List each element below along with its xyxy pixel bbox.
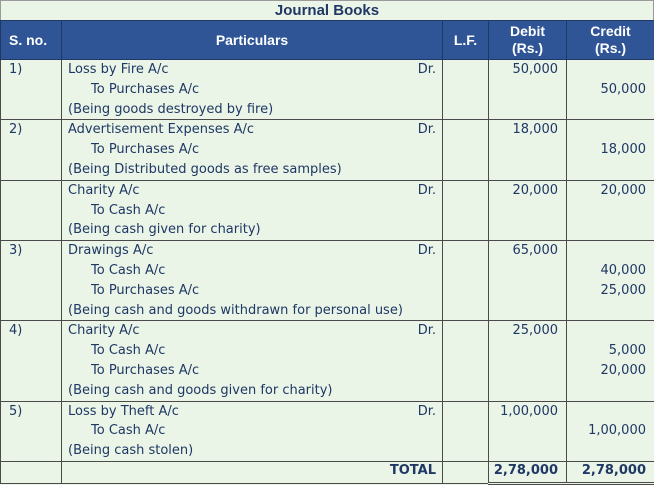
credit-amount: 50,000 xyxy=(567,80,654,100)
debit-amount: 25,000 xyxy=(489,321,566,341)
lf-line xyxy=(443,60,488,80)
journal-entry-row xyxy=(1,180,654,240)
lf-cell xyxy=(443,120,489,180)
narration-text: (Being cash and goods withdrawn for personal use) xyxy=(62,301,442,321)
dr-label: Dr. xyxy=(418,402,436,422)
lf-line xyxy=(443,381,488,401)
credit-amount xyxy=(567,441,654,461)
lf-line xyxy=(443,361,488,381)
account-name: Charity A/c xyxy=(62,321,442,341)
header-row xyxy=(1,21,654,60)
journal-entry-row xyxy=(1,60,654,120)
debit-amount: 65,000 xyxy=(489,241,566,261)
particulars-cell xyxy=(62,60,443,120)
debit-amount xyxy=(489,361,566,381)
header-particulars: Particulars xyxy=(62,21,443,60)
credit-amount xyxy=(567,120,654,140)
debit-amount xyxy=(489,261,566,281)
narration-text: (Being cash given for charity) xyxy=(62,220,442,240)
narration-line xyxy=(62,381,442,401)
debit-amount xyxy=(489,80,566,100)
credit-account-line xyxy=(62,421,442,441)
debit-amount: 1,00,000 xyxy=(489,402,566,422)
dr-label: Dr. xyxy=(418,120,436,140)
serial-number: 5) xyxy=(1,402,61,422)
total-sno-cell xyxy=(1,461,62,483)
header-credit xyxy=(567,21,654,60)
credit-amount: 1,00,000 xyxy=(567,421,654,441)
debit-account-line xyxy=(62,60,442,80)
serial-number: 4) xyxy=(1,321,61,341)
narration-line xyxy=(62,160,442,180)
account-name: To Purchases A/c xyxy=(62,80,442,100)
credit-cell xyxy=(567,401,654,461)
narration-line xyxy=(62,220,442,240)
credit-amount: 20,000 xyxy=(567,181,654,201)
sno-cell xyxy=(1,180,62,240)
narration-line xyxy=(62,441,442,461)
header-debit-line2: (Rs.) xyxy=(489,40,566,57)
lf-line xyxy=(443,160,488,180)
debit-amount xyxy=(489,281,566,301)
credit-cell xyxy=(567,120,654,180)
header-credit-line1: Credit xyxy=(567,23,654,40)
journal-entry-row xyxy=(1,120,654,180)
header-debit xyxy=(489,21,567,60)
narration-text: (Being cash and goods given for charity) xyxy=(62,381,442,401)
lf-cell xyxy=(443,401,489,461)
header-debit-line1: Debit xyxy=(489,23,566,40)
lf-line xyxy=(443,80,488,100)
total-credit: 2,78,000 xyxy=(567,461,654,483)
sno-cell xyxy=(1,120,62,180)
debit-cell xyxy=(489,241,567,321)
particulars-cell xyxy=(62,180,443,240)
debit-amount xyxy=(489,140,566,160)
total-lf-cell xyxy=(443,461,489,483)
header-credit-line2: (Rs.) xyxy=(567,40,654,57)
credit-cell xyxy=(567,321,654,401)
credit-amount xyxy=(567,100,654,120)
lf-line xyxy=(443,402,488,422)
dr-label: Dr. xyxy=(418,241,436,261)
lf-line xyxy=(443,241,488,261)
lf-cell xyxy=(443,180,489,240)
total-row xyxy=(1,461,654,483)
debit-amount xyxy=(489,341,566,361)
header-sno: S. no. xyxy=(1,21,62,60)
lf-cell xyxy=(443,321,489,401)
account-name: Drawings A/c xyxy=(62,241,442,261)
credit-amount xyxy=(567,381,654,401)
account-name: To Cash A/c xyxy=(62,341,442,361)
credit-account-line xyxy=(62,341,442,361)
lf-line xyxy=(443,301,488,321)
debit-amount: 50,000 xyxy=(489,60,566,80)
narration-line xyxy=(62,100,442,120)
debit-amount: 20,000 xyxy=(489,181,566,201)
dr-label: Dr. xyxy=(418,321,436,341)
total-label: TOTAL xyxy=(62,461,443,483)
debit-cell xyxy=(489,401,567,461)
credit-amount: 20,000 xyxy=(567,361,654,381)
serial-number: 3) xyxy=(1,241,61,261)
header-lf: L.F. xyxy=(443,21,489,60)
credit-account-line xyxy=(62,261,442,281)
debit-account-line xyxy=(62,181,442,201)
sno-cell xyxy=(1,321,62,401)
debit-cell xyxy=(489,321,567,401)
credit-amount xyxy=(567,201,654,221)
debit-amount xyxy=(489,421,566,441)
credit-account-line xyxy=(62,140,442,160)
journal-entry-row xyxy=(1,321,654,401)
account-name: Advertisement Expenses A/c xyxy=(62,120,442,140)
debit-amount xyxy=(489,220,566,240)
credit-cell xyxy=(567,60,654,120)
journal-table xyxy=(0,20,654,485)
debit-amount xyxy=(489,160,566,180)
total-debit: 2,78,000 xyxy=(489,461,567,483)
particulars-cell xyxy=(62,120,443,180)
credit-amount xyxy=(567,160,654,180)
lf-line xyxy=(443,140,488,160)
narration-line xyxy=(62,301,442,321)
account-name: Loss by Theft A/c xyxy=(62,402,442,422)
debit-amount xyxy=(489,100,566,120)
account-name: To Purchases A/c xyxy=(62,361,442,381)
journal-title: Journal Books xyxy=(0,0,654,20)
dr-label: Dr. xyxy=(418,181,436,201)
journal-entry-row xyxy=(1,401,654,461)
credit-amount: 25,000 xyxy=(567,281,654,301)
serial-number: 1) xyxy=(1,60,61,80)
credit-account-line xyxy=(62,281,442,301)
debit-account-line xyxy=(62,402,442,422)
account-name: To Cash A/c xyxy=(62,261,442,281)
credit-amount xyxy=(567,301,654,321)
lf-line xyxy=(443,341,488,361)
debit-amount xyxy=(489,381,566,401)
account-name: To Purchases A/c xyxy=(62,140,442,160)
serial-number: 2) xyxy=(1,120,61,140)
account-name: To Cash A/c xyxy=(62,421,442,441)
lf-cell xyxy=(443,60,489,120)
particulars-cell xyxy=(62,321,443,401)
sno-cell xyxy=(1,60,62,120)
lf-line xyxy=(443,321,488,341)
lf-line xyxy=(443,441,488,461)
debit-account-line xyxy=(62,241,442,261)
debit-account-line xyxy=(62,120,442,140)
credit-cell xyxy=(567,180,654,240)
narration-text: (Being goods destroyed by fire) xyxy=(62,100,442,120)
debit-amount xyxy=(489,301,566,321)
credit-amount xyxy=(567,60,654,80)
debit-cell xyxy=(489,120,567,180)
lf-line xyxy=(443,201,488,221)
lf-line xyxy=(443,421,488,441)
sno-cell xyxy=(1,241,62,321)
lf-cell xyxy=(443,241,489,321)
credit-amount xyxy=(567,321,654,341)
lf-line xyxy=(443,281,488,301)
lf-line xyxy=(443,220,488,240)
particulars-cell xyxy=(62,401,443,461)
lf-line xyxy=(443,181,488,201)
credit-amount: 5,000 xyxy=(567,341,654,361)
lf-line xyxy=(443,261,488,281)
narration-text: (Being cash stolen) xyxy=(62,441,442,461)
entries-body xyxy=(1,60,654,462)
credit-amount xyxy=(567,220,654,240)
sno-cell xyxy=(1,401,62,461)
account-name: Charity A/c xyxy=(62,181,442,201)
credit-account-line xyxy=(62,361,442,381)
serial-number xyxy=(1,181,61,201)
credit-cell xyxy=(567,241,654,321)
dr-label: Dr. xyxy=(418,60,436,80)
narration-text: (Being Distributed goods as free samples) xyxy=(62,160,442,180)
credit-account-line xyxy=(62,80,442,100)
credit-account-line xyxy=(62,201,442,221)
credit-amount: 18,000 xyxy=(567,140,654,160)
journal-entry-row xyxy=(1,241,654,321)
lf-line xyxy=(443,100,488,120)
particulars-cell xyxy=(62,241,443,321)
account-name: Loss by Fire A/c xyxy=(62,60,442,80)
debit-account-line xyxy=(62,321,442,341)
account-name: To Purchases A/c xyxy=(62,281,442,301)
debit-amount xyxy=(489,201,566,221)
credit-amount xyxy=(567,402,654,422)
debit-amount: 18,000 xyxy=(489,120,566,140)
debit-cell xyxy=(489,180,567,240)
account-name: To Cash A/c xyxy=(62,201,442,221)
debit-cell xyxy=(489,60,567,120)
credit-amount xyxy=(567,241,654,261)
debit-amount xyxy=(489,441,566,461)
credit-amount: 40,000 xyxy=(567,261,654,281)
lf-line xyxy=(443,120,488,140)
